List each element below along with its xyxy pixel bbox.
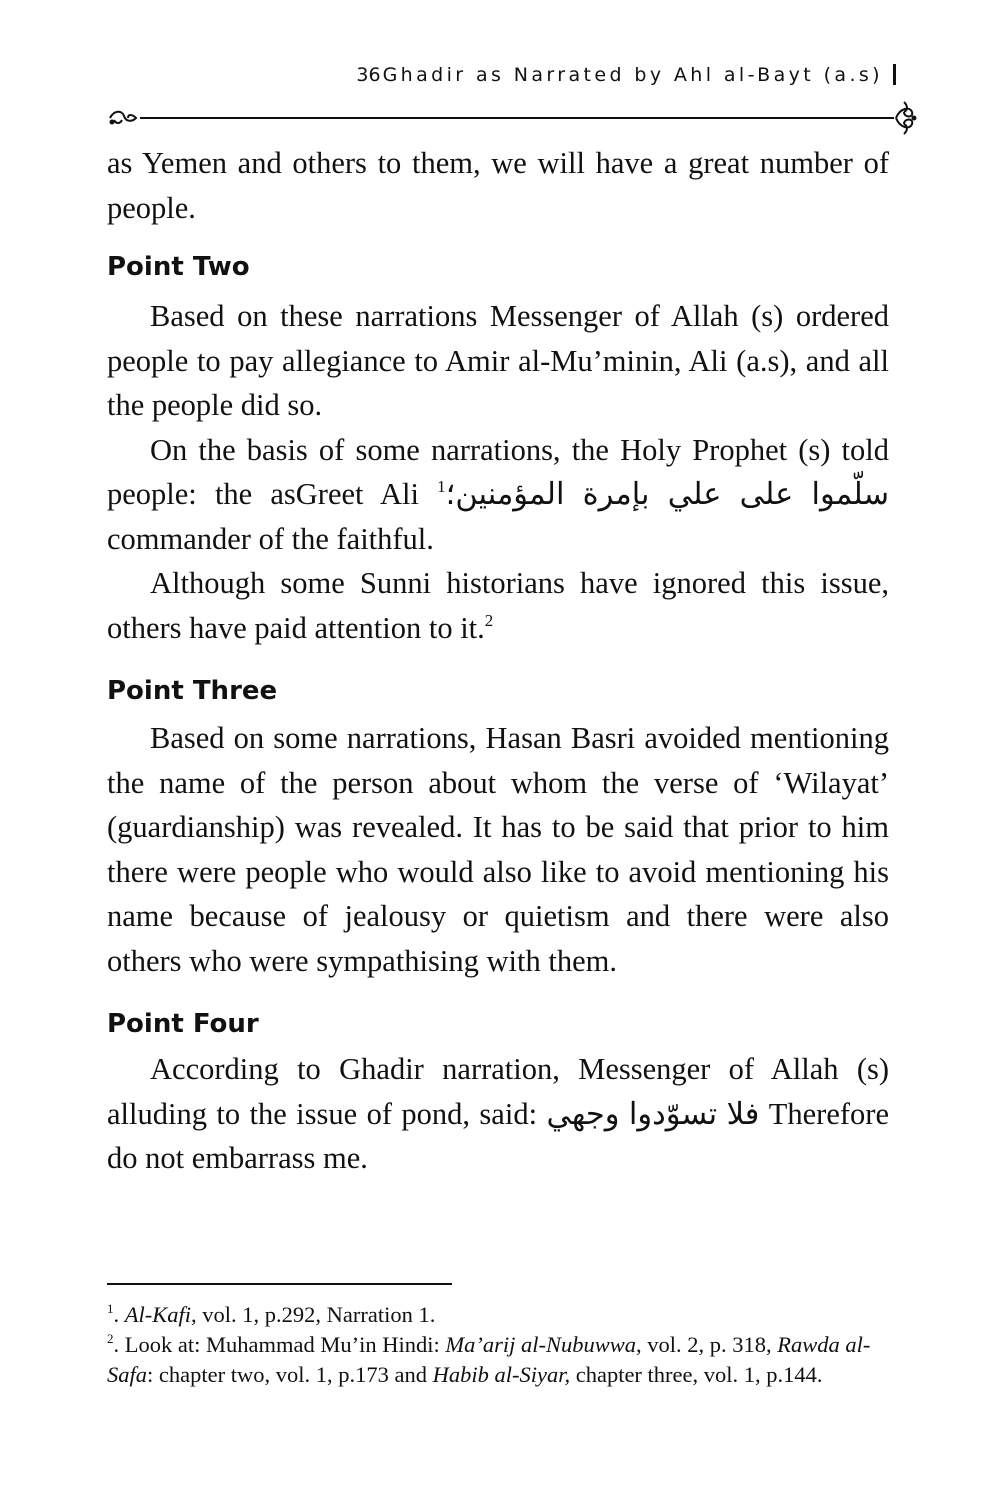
text-span: According to Ghadir narration, Messenger of Allah (s) alluding to the issue of pond, said:	[107, 1052, 889, 1131]
footnote-title: Habib al-Siyar,	[432, 1362, 571, 1387]
footnote-number: 2	[107, 1331, 114, 1346]
ornamental-rule	[104, 98, 918, 138]
heading-point-four: Point Four	[107, 1009, 259, 1039]
footnote-separator	[107, 1283, 452, 1285]
paragraph-point-four	[107, 1047, 889, 1181]
text-span: , vol. 1, p.292, Narration 1.	[191, 1302, 436, 1327]
header-bar	[893, 64, 896, 85]
text-span: On the basis of some narrations, the Holy Prophet (s) told people: the asGreet Ali	[107, 432, 889, 511]
text-span: chapter three, vol. 1, p.144.	[570, 1362, 823, 1387]
paragraph-point-two: Based on these narrations Messenger of Allah (s) ordered people to pay allegiance to Amir al-Mu’minin, Ali (a.s), and all the people did so.	[107, 299, 889, 422]
paragraph-continuation: as Yemen and others to them, we will have a great number of people.	[107, 146, 889, 225]
text-span: .	[113, 1302, 120, 1327]
footnote-title: Al-Kafi	[124, 1302, 191, 1327]
paragraph-point-three: Based on some narrations, Hasan Basri avoided mentioning the name of the person about whom the verse of ‘Wilayat’ (guardianship) was revealed. It has to be said that prior to him there were people who would also like to avoid mentioning his name because of jealousy or quietism and there were also others who were sympathising with them.	[107, 721, 889, 978]
text-span: commander of the faithful.	[107, 521, 434, 556]
page-body	[107, 141, 889, 1181]
footnote-ref-1: 1	[437, 477, 446, 496]
footnotes	[107, 1300, 912, 1390]
arabic-quote: سلّموا على علي بإمرة المؤمنين؛	[445, 477, 889, 511]
text-span: . Look at: Muhammad Mu’in Hindi:	[113, 1332, 446, 1357]
text-span: Therefore do not embarrass me.	[107, 1096, 889, 1175]
ornamental-rule-flourish-icon	[104, 98, 918, 138]
page-number: 36	[356, 64, 381, 86]
footnote-2	[107, 1330, 912, 1390]
paragraph-sunni-historians	[107, 561, 889, 650]
footnote-title: Rawda al-Safa	[107, 1332, 871, 1387]
footnote-number: 1	[107, 1301, 114, 1316]
footnote-title: Ma’arij al-Nubuwwa	[445, 1332, 636, 1357]
heading-point-three: Point Three	[107, 676, 278, 706]
heading-point-two: Point Two	[107, 252, 250, 282]
footnote-1	[107, 1300, 912, 1330]
text-span: , vol. 2, p. 318,	[635, 1332, 778, 1357]
text-span: Although some Sunni historians have ignored this issue, others have paid attention to it.	[107, 566, 889, 645]
paragraph-greet-ali	[107, 428, 889, 562]
running-title: Ghadir as Narrated by Ahl al-Bayt (a.s)	[382, 64, 883, 86]
text-span: : chapter two, vol. 1, p.173 and	[147, 1362, 433, 1387]
arabic-quote: فلا تسوّدوا وجهي	[546, 1096, 760, 1131]
footnote-ref-2: 2	[484, 610, 494, 630]
running-header	[356, 64, 896, 86]
